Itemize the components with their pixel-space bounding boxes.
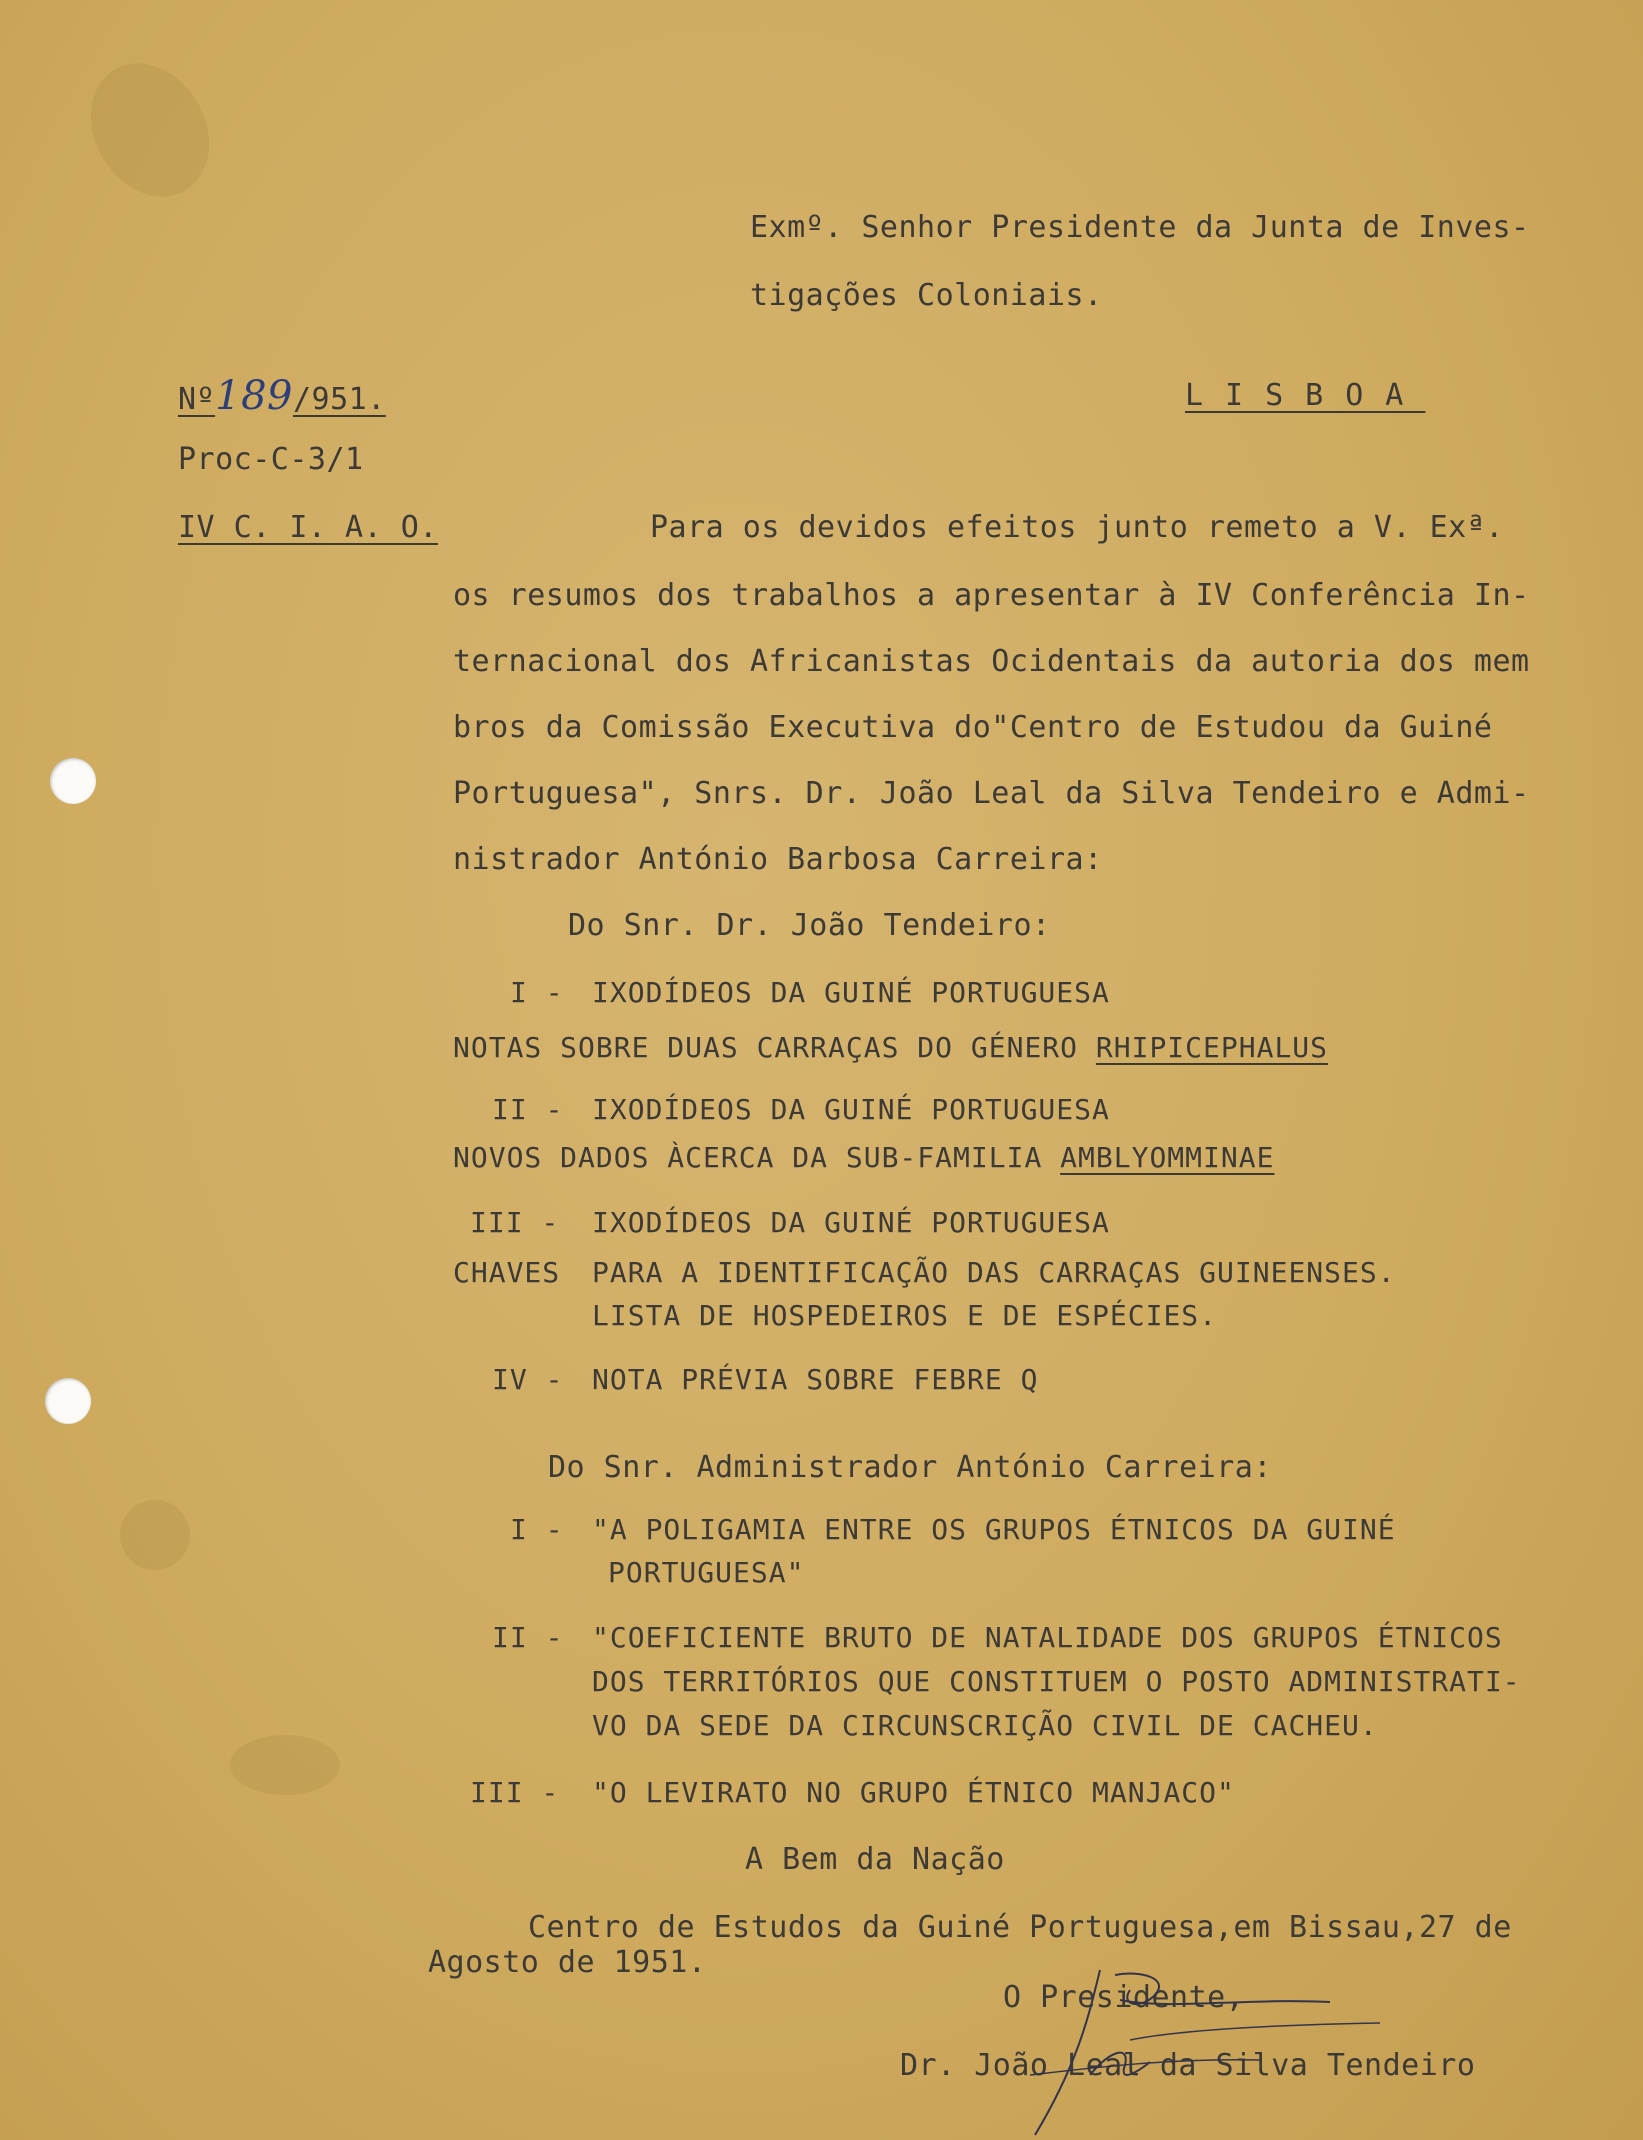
item-subtitle: LISTA DE HOSPEDEIROS E DE ESPÉCIES.	[592, 1299, 1218, 1332]
item-number: III -	[470, 1206, 560, 1239]
body-line-4: bros da Comissão Executiva do"Centro de Estudou da Guiné	[453, 710, 1493, 745]
reference-handwritten-number: 189	[215, 373, 293, 419]
body-line-5: Portuguesa", Snrs. Dr. João Leal da Silva Tendeiro e Admi-	[453, 776, 1530, 811]
taxon-name: RHIPICEPHALUS	[1095, 1031, 1329, 1064]
item-title: VO DA SEDE DA CIRCUNSCRIÇÃO CIVIL DE CACHEU.	[592, 1709, 1378, 1742]
body-line-2: os resumos dos trabalhos a apresentar à IV Conferência In-	[453, 578, 1530, 613]
reference-prefix: Nº	[178, 382, 216, 417]
process-reference: Proc-C-3/1	[178, 442, 364, 477]
stain-mark	[67, 42, 232, 218]
closing-salutation: A Bem da Nação	[745, 1842, 1005, 1877]
item-number: I -	[510, 1513, 564, 1546]
item-title: IXODÍDEOS DA GUINÉ PORTUGUESA	[592, 1093, 1110, 1126]
body-line-1: Para os devidos efeitos junto remeto a V. Exª.	[650, 510, 1504, 545]
item-title: "COEFICIENTE BRUTO DE NATALIDADE DOS GRUPOS ÉTNICOS	[592, 1621, 1503, 1654]
item-number: II -	[492, 1093, 564, 1126]
item-number: III -	[470, 1776, 560, 1809]
body-line-3: ternacional dos Africanistas Ocidentais da autoria dos mem	[453, 644, 1530, 679]
item-number: I -	[510, 976, 564, 1009]
item-title: IXODÍDEOS DA GUINÉ PORTUGUESA	[592, 1206, 1110, 1239]
item-subtitle	[453, 1030, 1328, 1066]
conference-reference: IV C. I. A. O.	[178, 510, 438, 545]
item-subtitle: PARA A IDENTIFICAÇÃO DAS CARRAÇAS GUINEENSES.	[592, 1256, 1396, 1289]
item-title: DOS TERRITÓRIOS QUE CONSTITUEM O POSTO ADMINISTRATI-	[592, 1665, 1521, 1698]
closing-place-line-1: Centro de Estudos da Guiné Portuguesa,em Bissau,27 de	[528, 1910, 1512, 1945]
reference-suffix: /951.	[292, 382, 386, 417]
body-line-6: nistrador António Barbosa Carreira:	[453, 842, 1103, 877]
item-title: IXODÍDEOS DA GUINÉ PORTUGUESA	[592, 976, 1110, 1009]
addressee-line-2: tigações Coloniais.	[750, 278, 1103, 313]
item-subtitle-label: CHAVES	[453, 1256, 561, 1289]
item-title: "A POLIGAMIA ENTRE OS GRUPOS ÉTNICOS DA GUINÉ	[592, 1513, 1396, 1546]
item-title: PORTUGUESA"	[608, 1556, 805, 1589]
punch-hole	[45, 1378, 91, 1424]
taxon-name: AMBLYOMMINAE	[1060, 1141, 1275, 1174]
item-title: "O LEVIRATO NO GRUPO ÉTNICO MANJACO"	[592, 1776, 1235, 1809]
item-subtitle-text: NOVOS DADOS ÀCERCA DA SUB-FAMILIA	[453, 1141, 1061, 1174]
reference-number	[178, 373, 386, 419]
section-2-heading: Do Snr. Administrador António Carreira:	[548, 1450, 1272, 1485]
item-subtitle	[453, 1140, 1274, 1176]
item-number: II -	[492, 1621, 564, 1654]
punch-hole	[50, 758, 96, 804]
item-title: NOTA PRÉVIA SOBRE FEBRE Q	[592, 1363, 1039, 1396]
handwritten-signature	[940, 1950, 1390, 2140]
section-1-heading: Do Snr. Dr. João Tendeiro:	[568, 908, 1051, 943]
item-number: IV -	[492, 1363, 564, 1396]
signer-name: Dr. João Leal da Silva Tendeiro	[900, 2048, 1476, 2083]
addressee-line-1: Exmº. Senhor Presidente da Junta de Inves-	[750, 210, 1530, 245]
closing-place-line-2: Agosto de 1951.	[428, 1945, 707, 1980]
stain-mark	[120, 1500, 190, 1570]
city-heading: LISBOA	[1185, 378, 1426, 413]
item-subtitle-text: NOTAS SOBRE DUAS CARRAÇAS DO GÉNERO	[453, 1031, 1096, 1064]
stain-mark	[230, 1735, 340, 1795]
signer-title: O Presidente,	[1003, 1980, 1245, 2015]
